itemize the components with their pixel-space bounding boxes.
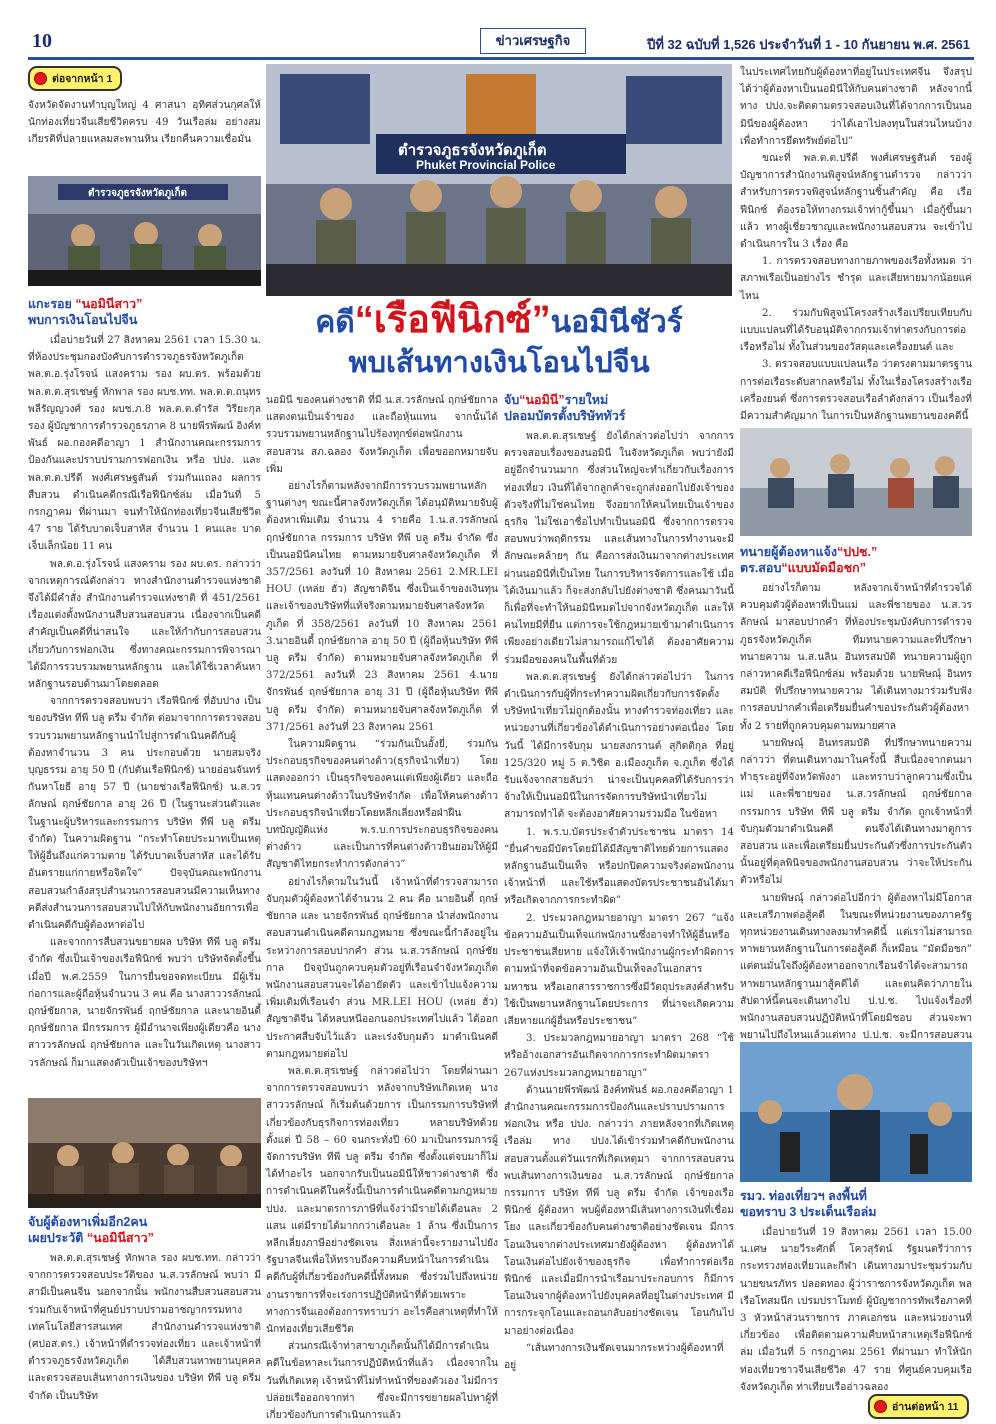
column-2 xyxy=(266,392,498,1421)
column-3-text: พล.ต.ต.สุรเชษฐ์ ยังได้กล่าวต่อไปว่า จากการตรวจสอบเรื่องของนอมินี ในจังหวัดภูเก็ต พบว่ายังมีอยู่อีกจำนวนมาก ซึ่งส่วนใหญ่จะทำเกี่ยวกับเรื่องการท่องเที่ยว เงินที่ได้จากลูกค้าจะถูกส่งออกไปยังเจ้าของตัวจริงที่ไม่ใช่คนไทย จึงอยากให้คนไทยเป็นเจ้าของธุรกิจ ไม่ใช่เอาชื่อไปทำเป็นนอมินี ซึ่งจากการตรวจสอบพบว่าพฤติกรรม และเส้นทางในการทำงานจะมีลักษณะคล้ายๆ กัน คือการส่งเงินมาจากต่างประเทศ ผ่านนอมินีที่เป็นไทย ในการบริหารจัดการและใช้ เมื่อได้เงินมาแล้ว ก็จะส่งกลับไปยังต่างชาติ ซึ่งคนมาวันนี้ก็เพื่อที่จะทำให้นอมินีหมดไปจากจังหวัดภูเก็ต และให้คนไทยมีที่ยืน แต่การจะใช้กฎหมายเข้ามาดำเนินการเพียงอย่างเดียวไม่สามารถแก้ไขได้ ต้องอาศัยความร่วมมือของคนในพื้นที่ด้วย พล.ต.ต.สุรเชษฐ์ ยังได้กล่าวต่อไปว่า ในการดำเนินการกับผู้ที่กระทำความผิดเกี่ยวกับการจัดตั้งบริษัทนำเที่ยวไม่ถูกต้องนั้น ทางตำรวจท่องเที่ยว และหน่วยงานที่เกี่ยวข้องได้ดำเนินการอย่างต่อเนื่อง โดยวันนี้ ได้มีการจับกุม นายสงกรานต์ สุกิตติกุล ที่อยู่ 125/320 หมู่ 5 ต.วิชิต อ.เมืองภูเก็ต จ.ภูเก็ต ซึ่งได้รับแจ้งจากสายลับว่า น่าจะเป็นบุคคลที่ได้รับการว่าจ้างให้เป็นนอมินีในการจัดการบริษัทนำเที่ยวไม่สามารถทำได้ จะต้องอาศัยความร่วมมือ ในข้อหา 1. พ.ร.บ.บัตรประจำตัวประชาชน มาตรา 14 “ยื่นคำขอมีบัตรโดยมิได้มีสัญชาติไทยด้วยการแสดงหลักฐานอันเป็นเท็จ หรือปกปิดความจริงต่อพนักงานเจ้าหน้าที่ และใช้หรือแสดงบัตรประชาชนอันได้มาหรือเกิดจากการกระทำผิด” 2. ประมวลกฎหมายอาญา มาตรา 267 “แจ้งข้อความอันเป็นเท็จแก่พนักงานซึ่งอาจทำให้ผู้อื่นหรือประชาชนเสียหาย แจ้งให้เจ้าพนักงานผู้กระทำผิดการตามหน้าที่จดข้อความอันเป็นเท็จลงในเอกสารมหาชน หรือเอกสารราชการซึ่งมีวัตถุประสงค์สำหรับใช้เป็นพยานหลักฐานโดยประการ ที่น่าจะเกิดความเสียหายแก่ผู้อื่นหรือประชาชน” 3. ประมวลกฎหมายอาญา มาตรา 268 “ใช้หรืออ้างเอกสารอันเกิดจากการกระทำผิดมาตรา 267แห่งประมวลกฎหมายอาญา” ด้านนายพีรพัฒน์ อิงค์ทพันธ์ ผอ.กองคดีอาญา 1 สำนักงานคณะกรรมการป้องกันและปราบปรามการฟอกเงิน หรือ ปปง. กล่าวว่า ภายหลังจากที่เกิดเหตุเรือล่ม ทาง ปปง.ได้เข้าร่วมทำคดีกับพนักงานสอบสวนตั้งแต่วันแรกที่เกิดเหตุมา จากการสอบสวนพบเส้นทางการเงินของ น.ส.วรลักษณ์ ฤกษ์ชัยกาล กรรมการ บริษัท ทีพี บลู ดรีม จำกัด เจ้าของเรือฟีนิกซ์ ผู้ต้องหา พบผู้ต้องหามีเส้นทางการเงินที่เชื่อมโยง และเกี่ยวข้องกับคนต่างชาติอย่างชัดเจน มีการโอนเงินจากต่างประเทศมายังผู้ต้องหา ผู้ต้องหาได้โอนเงินต่อไปยังเจ้าของธุรกิจ เพื่อทำการต่อเรือฟีนิกซ์ และเมื่อมีการนำเรือมาประกอบการ ก็มีการโอนเงินจากผู้ต้องหาไปยังบุคคลที่อยู่ในต่างประเทศ มีการกระจุกโอนและถอนกลับอย่างชัดเจน โอนกันไปมาอย่างต่อเนื่อง “เส้นทางการเงินชัดเจนมากระหว่างผู้ต้องหาที่อยู่ xyxy=(504,431,734,1371)
subhead-trace-nominee: แกะรอย “นอมินีสาว” พบการเงินโอนไปจีน xyxy=(28,297,143,327)
column-1-body xyxy=(28,296,261,1124)
page-number: 10 xyxy=(32,30,52,52)
column-1-bottom-text: พล.ต.ต.สุรเชษฐ์ หักพาล รอง ผบช.ทท. กล่าวว่า จากการตรวจสอบประวัติของ น.ส.วรลักษณ์ พบว่า มีสามีเป็นคนจีน นอกจากนั้น พนักงานสืบสวนสอบสวนร่วมกับเจ้าหน้าที่ศูนย์ปราบปรามอาชญากรรมทางเทคโนโลยีสารสนเทศ สำนักงานตำรวจแห่งชาติ (ศปอส.ตร.) เจ้าหน้าที่ตำรวจท่องเที่ยว และเจ้าหน้าที่ตำรวจภูธรจังหวัดภูเก็ต ได้สืบสวนหาพยานบุคคล และตรวจสอบเส้นทางการเงินของ บริษัท ทีพี บลู ดรีม จำกัด เป็นบริษัท xyxy=(28,1253,261,1402)
subhead-minister-visit: รมว. ท่องเที่ยวฯ ลงพื้นที่ ขอทราบ 3 ประเด็นเรือล่ม xyxy=(740,1189,877,1219)
column-4-text-middle: อย่างไรก็ตาม หลังจากเจ้าหน้าที่ตำรวจได้ควบคุมตัวผู้ต้องหาที่เป็นแม่ และพี่ชายของ น.ส.วรลักษณ์ มาสอบปากคำ ที่ห้องประชุมบังคับการตำรวจภูธรจังหวัดภูเก็ต ทีมทนายความและที่ปรึกษาทนายความ น.ส.นลิน อินทรสมบัติ ทนายความผู้ถูกกล่าวหาคดีเรือฟีนิกซ์ล่ม พร้อมด้วย นายพิษณุ์ อินทรสมบัติ ที่ปรึกษาทนายความ ได้เดินทางมาร่วมรับฟังการสอบปากคำเพื่อเตรียมยื่นคำขอประกันตัวผู้ต้องหาทั้ง 2 รายที่ถูกควบคุมตามหมายศาล นายพิษณุ์ อินทรสมบัติ ที่ปรึกษาทนายความ กล่าวว่า ที่ตนเดินทางมาในครั้งนี้ สืบเนื่องจากตนมาทำธุระอยู่ที่จังหวัดพังงา และทราบว่าลูกความซึ่งเป็นแม่ และพี่ชายของ น.ส.วรลักษณ์ ฤกษ์ชัยกาล กรรมการ บริษัท ทีพี บลู ดรีม จำกัด ถูกเจ้าหน้าที่จับกุมตัวมาดำเนินคดี ตนจึงได้เดินทางมาดูการสอบสวน และเพื่อเตรียมยื่นประกันตัวซึ่งการประกันตัวนั้นอยู่ที่ดุลพินิจของพนักงานสอบสวน ว่าจะให้ประกันตัวหรือไม่ นายพิษณุ์ กล่าวต่อไปอีกว่า ผู้ต้องหาไม่มีโอกาสและเสรีภาพต่อสู้คดี ในขณะที่หน่วยงานของภาครัฐทุกหน่วยงานเดินทางลงมาทำคดีนี้ แต่เราไม่สามารถหาพยานหลักฐานในการต่อสู้คดี ก็เหมือน “มัดมือชก” แต่ตนมั่นใจถึงผู้ต้องหาออกจากเรือนจำได้จะสามารถหาพยานหลักฐานมาสู้คดีได้ และตนคิดว่าภายในสัปดาห์นี้ตนจะเดินทางไป ป.ป.ช. ไปแจ้งเรื่องที่พนักงานสอบสวนปฏิบัติหน้าที่โดยมิชอบ ส่วนจะพาพยานไปถึงไหนแล้วแต่ทาง ป.ป.ช. จะมีการสอบสวน xyxy=(740,583,972,1042)
photo-minister-interview xyxy=(740,1042,972,1182)
photo-sign-text: ตำรวจภูธรจังหวัดภูเก็ต xyxy=(88,188,188,199)
red-dot-icon xyxy=(874,1400,887,1413)
main-photo-sign-en: Phuket Provincial Police xyxy=(416,158,556,172)
issue-info: ปีที่ 32 ฉบับที่ 1,526 ประจำวันที่ 1 - 10 กันยายน พ.ศ. 2561 xyxy=(647,37,970,52)
column-3 xyxy=(504,392,734,1398)
column-4-bottom xyxy=(740,1188,972,1394)
main-headline xyxy=(266,300,732,383)
headline-line-2: พบเส้นทางเงินโอนไปจีน xyxy=(348,347,650,379)
headline-line-1: คดี“เรือฟีนิกซ์”นอมินีชัวร์ xyxy=(315,299,683,341)
column-4-middle xyxy=(740,544,972,1070)
subhead-new-nominee: จับ“นอมินี”รายใหม่ ปลอมบัตรตั้งบริษัททัวร์ xyxy=(504,393,626,423)
column-2-text: นอมินี ของคนต่างชาติ ที่มี น.ส.วรลักษณ์ ฤกษ์ชัยกาล แสดงตนเป็นเจ้าของ และถือหุ้นแทน จากนั้นได้รวบรวมพยานหลักฐานไปร้องทุกข์ต่อพนักงานสอบสวน สภ.ฉลอง จังหวัดภูเก็ต เพื่อขออกหมายจับเพิ่ม อย่างไรก็ตามหลังจากมีการรวบรวมพยานหลักฐานต่างๆ ขณะนี้ศาลจังหวัดภูเก็ต ได้อนุมัติหมายจับผู้ต้องหาเพิ่มเติม จำนวน 4 รายคือ 1.น.ส.วรลักษณ์ ฤกษ์ชัยกาล กรรมการ บริษัท ทีพี บลู ดรีม จำกัด ซึ่งเป็นนอมินีคนไทย ตามหมายจับศาลจังหวัดภูเก็ต ที่ 357/2561 ลงวันที่ 10 สิงหาคม 2561 2.MR.LEI HOU (เหล่ย ฮั่ว) สัญชาติจีน ซึ่งเป็นเจ้าของเงินทุนและเจ้าของบริษัทที่แท้จริงตามหมายจับศาลจังหวัดภูเก็ต ที่ 358/2561 ลงวันที่ 10 สิงหาคม 2561 3.นายอินดี้ ฤกษ์ชัยกาล อายุ 50 ปี (ผู้ถือหุ้นบริษัท ทีพี บลู ดรีม จำกัด) ตามหมายจับศาลจังหวัดภูเก็ต ที่ 372/2561 ลงวันที่ 23 สิงหาคม 2561 4.นายจักรพันธ์ ฤกษ์ชัยกาล อายุ 31 ปี (ผู้ถือหุ้นบริษัท ทีพี บลู ดรีม จำกัด) ตามหมายจับศาลจังหวัดภูเก็ต ที่ 371/2561 ลงวันที่ 23 สิงหาคม 2561 ในความผิดฐาน “ร่วมกันเป็นอั้งยี่, ร่วมกันประกอบธุรกิจของคนต่างด้าว(ธุรกิจนำเที่ยว) โดยแสดงออกว่า เป็นธุรกิจของคนแต่เพียงผู้เดียว และถือหุ้นแทนคนต่างด้าวในบริษัทจำกัด เพื่อให้คนต่างด้าว ประกอบธุรกิจนำเที่ยวโดยหลีกเลี่ยงหรือฝ่าฝืนบทบัญญัติแห่ง พ.ร.บ.การประกอบธุรกิจของคนต่างด้าว และเป็นการที่คนต่างด้าวยินยอมให้ผู้มีสัญชาติไทยกระทำการดังกล่าว” อย่างไรก็ตามในวันนี้ เจ้าหน้าที่ตำรวจสามารถจับกุมตัวผู้ต้องหาได้จำนวน 2 คน คือ นายอินดี้ ฤกษ์ชัยกาล และ นายจักรพันธ์ ฤกษ์ชัยกาล นำส่งพนักงานสอบสวนดำเนินคดีตามกฎหมาย ซึ่งขณะนี้กำลังอยู่ในระหว่างการสอบปากคำ ส่วน น.ส.วรลักษณ์ ฤกษ์ชัยกาล ปัจจุบันถูกควบคุมตัวอยู่ที่เรือนจำจังหวัดภูเก็ต พนักงานสอบสวนจะได้อายัดตัว และเข้าไปแจ้งความเพิ่มเติมที่เรือนจำ ส่วน MR.LEI HOU (เหล่ย ฮั่ว) สัญชาติจีน ได้หลบหนีออกนอกประเทศไปแล้ว ได้ออกประกาศสืบจับไว้แล้ว และเร่งจับกุมตัว มาดำเนินคดีตามกฎหมายต่อไป พล.ต.ต.สุรเชษฐ์ กล่าวต่อไปว่า โดยที่ผ่านมาจากการตรวจสอบพบว่า หลังจากบริษัทเกิดเหตุ นางสาววรลักษณ์ ก็เริ่มต้นด้วยการ เป็นกรรมการบริษัทที่เกี่ยวข้องกับธุรกิจการท่องเที่ยว หลายบริษัทด้วย ตั้งแต่ ปี 58 – 60 จนกระทั่งปี 60 มาเป็นกรรมการผู้จัดการบริษัท ทีพี บลู ดรีม จำกัด ซึ่งตั้งแต่จบมาก็ไม่ได้ทำอะไร นอกจากรับเป็นนอมินีให้ชาวต่างชาติ ซึ่งการดำเนินคดีในครั้งนี้เป็นการดำเนินคดีตามกฎหมาย ปปง. และมาตรการภาษีที่แจ้งว่ามีรายได้เดือนละ 2 แสน แต่มีรายได้มากกว่าเดือนละ 1 ล้าน ซึ่งเป็นการหลีกเลี่ยงภาษีอย่างชัดเจน สิ่งเหล่านี้จะรายงานไปยังรัฐบาลจีนเพื่อให้ทราบถึงความคืบหน้าในการดำเนินคดีกับผู้ที่เกี่ยวข้องกับคดีนี้ทั้งหมด ซึ่งร่วมไปถึงหน่วยงานราชการที่จะเร่งการปฏิบัติหน้าที่ด้วยเพราะทางการจีนเองต้องการทราบว่า อะไรคือสาเหตุที่ทำให้นักท่องเที่ยวเสียชีวิต ส่วนกรณีเจ้าท่าสาขาภูเก็ตนั้นก็ได้มีการดำเนินคดีในข้อหาละเว้นการปฏิบัติหน้าที่แล้ว เนื่องจากในวันที่เกิดเหตุ เจ้าหน้าที่ไม่ทำหน้าที่ของตัวเอง ไม่มีการปล่อยเรือออกจากท่า ซึ่งจะมีการขยายผลไปหาผู้ที่เกี่ยวข้องกับการดำเนินการแล้ว xyxy=(266,395,498,1421)
newspaper-logo: ข่าวเศรษฐกิจ xyxy=(480,28,586,54)
column-1-bottom xyxy=(28,1214,261,1422)
red-dot-icon xyxy=(34,72,47,85)
continued-from-badge: ต่อจากหน้า 1 xyxy=(28,66,122,91)
photo-illustration xyxy=(740,428,972,536)
page-header xyxy=(28,26,974,60)
photo-main-press-conference xyxy=(266,64,732,296)
continued-to-badge[interactable]: อ่านต่อหน้า 11 xyxy=(868,1394,969,1419)
photo-illustration xyxy=(266,64,732,296)
column-4-text-bottom: เมื่อบ่ายวันที่ 19 สิงหาคม 2561 เวลา 15.00 น.เศษ นายวีระศักดิ์ โควสุรัตน์ รัฐมนตรีว่าการกระทรวงท่องเที่ยวและกีฬา เดินทางมาประชุมร่วมกับ นายขนรภัทร ปลอดทอง ผู้ว่าราชการจังหวัดภูเก็ต พลเรือโทสมนึก เปรมปราโมทย์ ผู้บัญชาการทัพเรือภาคที่ 3 หัวหน้าส่วนราชการ ภาคเอกชน และหน่วยงานที่เกี่ยวข้อง เพื่อติดตามความคืบหน้าสาเหตุเรือฟีนิกซ์ล่ม เมื่อวันที่ 5 กรกฎาคม 2561 ที่ผ่านมา ทำให้นักท่องเที่ยวชาวจีนเสียชีวิต 47 ราย ที่ศูนย์ควบคุมเรือจังหวัดภูเก็ต ท่าเทียบเรืออ่าวฉลอง xyxy=(740,1227,972,1393)
photo-officers-seated xyxy=(28,1098,261,1208)
photo-interrogation-room xyxy=(740,428,972,536)
subhead-arrest-two-more: จับผู้ต้องหาเพิ่มอีก2คน เผยประวัติ “นอมินีสาว” xyxy=(28,1215,154,1245)
subhead-lawyer-nacc: ทนายผู้ต้องหาแจ้ง“ปปช.” ตร.สอบ“แบบมัดมือชก” xyxy=(740,545,878,575)
photo-illustration xyxy=(28,1098,261,1208)
column-1-text: เมื่อบ่ายวันที่ 27 สิงหาคม 2561 เวลา 15.30 น. ที่ห้องประชุมกองบังคับการตำรวจภูธรจังหวัดภูเก็ต พล.ต.อ.รุ่งโรจน์ แสงคราม รอง ผบ.ตร. พร้อมด้วย พล.ต.ต.สุรเชษฐ์ หักพาล รอง ผบช.ทท. พล.ต.ต.ถนุทร พลีรัญญวงศ์ รอง ผบช.ภ.8 พล.ต.ต.ดำรัส วิรียะกุล รอง ผู้บัญชาการตำรวจภูธรภาค 8 นายพีรพัฒน์ อิงค์ทพันธ์ ผอ.กองคดีอาญา 1 สำนักงานคณะกรรมการป้องกันและปราบปรามการฟอกเงิน หรือ ปปง. และ พล.ต.ต.ปรีดี พงศ์เศรษฐสันต์ ร่วมกันแถลง ผลการสืบสวน ดำเนินคดีกรณีเรือฟีนิกซ์ล่ม เมื่อวันที่ 5 กรกฎาคม ที่ผ่านมา จนทำให้นักท่องเที่ยวจีนเสียชีวิต 47 ราย ได้รับบาดเจ็บสาหัส จำนวน 1 คนและ บาดเจ็บเล็กน้อย 11 คน พล.ต.อ.รุ่งโรจน์ แสงคราม รอง ผบ.ตร. กล่าวว่า จากเหตุการณ์ดังกล่าว ทางสำนักงานตำรวจแห่งชาติจึงได้มีคำสั่ง สำนักงานตำรวจแห่งชาติ ที่ 451/2561 เรื่องแต่งตั้งพนักงานสืบสวนสอบสวน เนื่องจากเป็นคดีสำคัญเป็นคดีที่น่าสนใจ และให้กำกับการสอบสวนเกี่ยวกับการฟอกเงิน ซึ่งทางคณะกรรมการพิจารณา ได้มีการรวบรวมพยานหลักฐาน และได้ใช้เวลาค้นหาหลักฐานรอบด้านมาโดยตลอด จากการตรวจสอบพบว่า เรือฟีนิกซ์ ที่อับปาง เป็นของบริษัท ทีพี บลู ดรีม จำกัด ต่อมาจากการตรวจสอบรวบรวมพยานหลักฐานนำไปสู่การดำเนินคดีกับผู้ต้องหาจำนวน 3 คน ประกอบด้วย นายสมจริง บุญธรรม อายุ 50 ปี (กัปตันเรือฟีนิกซ์) นายอ่อนจันทร์ กันหาโยธี อายุ 57 ปี (นายช่างเรือฟีนิกซ์) น.ส.วรลักษณ์ ฤกษ์ชัยกาล อายุ 26 ปี (ในฐานะส่วนตัวและในฐานะผู้บริหารและกรรมการ บริษัท ทีพี บลู ดรีม จำกัด) ในความผิดฐาน “กระทำโดยประมาทเป็นเหตุให้ผู้อื่นถึงแก่ความตาย ได้รับบาดเจ็บสาหัส และได้รับอันตรายแก่กายหรือจิตใจ” ปัจจุบันคณะพนักงานสอบสวนกำลังสรุปสำนวนการสอบสวนมีความเห็นทางคดีส่งสำนวนการสอบสวนไปให้กับพนักงานอัยการเพื่อดำเนินคดีกับผู้ต้องหาต่อไป และจากการสืบสวนขยายผล บริษัท ทีพี บลู ดรีม จำกัด ซึ่งเป็นเจ้าของเรือฟีนิกซ์ พบว่า บริษัทจัดตั้งขึ้นเมื่อปี พ.ศ.2559 ในการยื่นขอจดทะเบียน มีผู้เริ่มก่อการและผู้ถือหุ้นจำนวน 3 คน คือ นางสาววรลักษณ์ ฤกษ์ชัยกาล, นายจักรพันธ์ ฤกษ์ชัยกาล และนายอินดี้ ฤกษ์ชัยกาล มีกรรมการ ผู้มีอำนาจเพียงผู้เดียวคือ นางสาววรลักษณ์ ฤกษ์ชัยกาล และในวันเกิดเหตุ นางสาววรลักษณ์ ก็มาแสดงตัวเป็นเจ้าของบริษัทฯ xyxy=(28,335,261,1069)
photo-illustration xyxy=(740,1042,972,1182)
column-4 xyxy=(740,64,972,423)
column-1 xyxy=(28,64,261,183)
column-4-text-top: ในประเทศไทยกับผู้ต้องหาที่อยู่ในประเทศจีน จึงสรุปได้ว่าผู้ต้องหาเป็นนอมินีให้กับคนต่างชาติ หลังจากนี้ ทาง ปปง.จะติดตามตรวจสอบเงินที่ได้จากการเป็นนอมินีของผู้ต้องหา ว่าได้เอาไปลงทุนในส่วนไหนบ้าง เพื่อทำการยึดทรัพย์ต่อไป” ขณะที่ พล.ต.ต.ปรีดี พงศ์เศรษฐสันต์ รองผู้บัญชาการสำนักงานพิสูจน์หลักฐานตำรวจ กล่าวว่า สำหรับการตรวจพิสูจน์หลักฐานชิ้นสำคัญ คือ เรือฟีนิกซ์ ต้องรอให้ทางกรมเจ้าท่ากู้ขึ้นมา เมื่อกู้ขึ้นมาแล้ว ทางผู้เชี่ยวชาญและพนักงานสอบสวน จะเข้าไปดำเนินการใน 3 เรื่อง คือ 1. การตรวจสอบทางกายภาพของเรือทั้งหมด ว่าสภาพเรือเป็นอย่างไร ชำรุด และเสียหายมากน้อยแค่ไหน 2. ร่วมกับพิสูจน์โครงสร้างเรือเปรียบเทียบกับแบบแปลนที่ได้รับอนุมัติจากกรมเจ้าท่าตรงกับการต่อเรือหรือไม่ ทั้งในส่วนของวัสดุและเครื่องยนต์ และ 3. ตรวจสอบแบบแปลนเรือ ว่าตรงตามมาตรฐานการต่อเรือระดับสากลหรือไม่ ทั้งในเรื่องโครงสร้างเรือ เครื่องยนต์ ซึ่งการตรวจสอบเรือลำดังกล่าว เป็นเรื่องที่มีความสำคัญมาก ในการเป็นหลักฐานพยานของคดีนี้ xyxy=(740,67,972,423)
photo-press-conference-small xyxy=(28,176,261,286)
main-photo-sign-th: ตำรวจภูธรจังหวัดภูเก็ต xyxy=(398,142,547,159)
intro-text: จังหวัดจัดงานทำบุญใหญ่ 4 ศาสนา อุทิศส่วนกุศลให้ นักท่องเที่ยวจีนเสียชีวิตครบ 49 วันเรือล่ม อย่างสมเกียรติที่ปลายแหลมสะพานหิน เรียกคืนความเชื่อมั่น xyxy=(28,100,261,146)
